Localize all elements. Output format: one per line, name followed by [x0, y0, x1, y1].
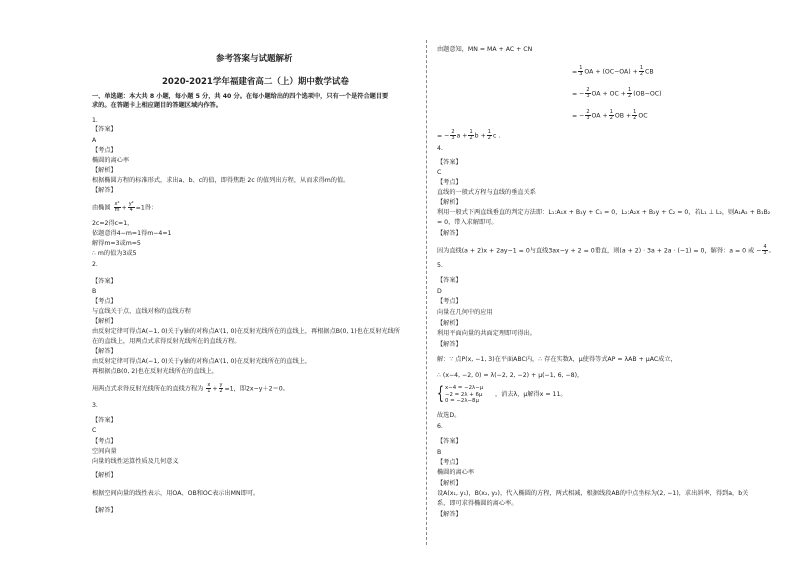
q3-derivation-line1: 由题意知，MN = MA + AC + CN: [437, 46, 533, 53]
fraction: $\frac{\text{y²}}{4}$: [128, 201, 134, 213]
equation-2: −2 = 2λ + 6μ: [445, 391, 483, 398]
q1-solution-line5: ∴ m的值为3或5: [92, 250, 137, 257]
q5-jiexi: 利用平面向量的共面定理即可得出。: [437, 330, 536, 337]
r5-text: a +: [456, 132, 468, 140]
q5-solution-line1: 解：∵ 点P(x, −1, 3)在平面ABC内，∴ 存在实数λ，μ使得等式AP = λAB + μAC成立，: [437, 356, 677, 363]
q3-derivation-line3: = − $\frac{2}{3}$ OA + OC + $\frac{1}{2}$ (OB−OC): [572, 87, 662, 99]
q1-l1-text: 由椭圆: [92, 204, 111, 212]
q5-system-result: ，消去λ，μ解得x = 11。: [495, 391, 567, 398]
equation-1: x−4 = −2λ−μ: [445, 385, 484, 391]
q1-l1b-text: =1得：: [135, 204, 158, 212]
q5-answer: D: [437, 288, 442, 295]
column-divider: [426, 40, 427, 545]
q1-jiexi: 根据椭圆方程的标准形式，求出a、b、c的值，即得焦距 2c 的值列出方程，从而求得m的值。: [92, 177, 350, 184]
q3-jieda-tag: 【解答】: [92, 507, 117, 514]
q3-derivation-line5: = − $\frac{2}{3}$ a + $\frac{1}{2}$ b + $\frac{1}{2}$ c .: [437, 129, 501, 141]
q4-number: 4.: [437, 145, 443, 152]
q1-solution-line2: 2c=2得c=1，: [92, 220, 134, 227]
fraction: $\frac{1}{2}$: [609, 109, 613, 121]
q1-jiexi-tag: 【解析】: [92, 167, 117, 174]
r5b-text: b +: [474, 132, 486, 140]
r4c-text: OC: [638, 112, 648, 120]
exam-title: 2020-2021学年福建省高二（上）期中数学试卷: [162, 77, 349, 87]
q6-jiexi-line2: 系，即可求得椭圆的离心率。: [437, 500, 518, 507]
fraction: $\frac{2}{3}$: [586, 109, 590, 121]
q4-kaodian: 直线的一般式方程与直线的垂直关系: [437, 189, 536, 196]
fraction: $\frac{4}{3}$: [763, 244, 767, 256]
q3-derivation-line2: = $\frac{1}{3}$ OA + (OC−OA) + $\frac{1}{2}$ CB: [572, 65, 654, 77]
q4-answer-tag: 【答案】: [437, 159, 462, 166]
q5-jieda-tag: 【解答】: [437, 341, 462, 348]
q2-kaodian-tag: 【考点】: [92, 298, 117, 305]
fraction: $\frac{x}{1}$: [207, 382, 211, 394]
q1-number: 1.: [92, 117, 98, 124]
document-title: 参考答案与试题解析: [216, 54, 293, 64]
q4-jiexi-tag: 【解析】: [437, 199, 462, 206]
section-heading-line2: 求的。在答题卡上相应题目的答题区域内作答。: [92, 102, 222, 109]
q3-kaodian-tag: 【考点】: [92, 438, 117, 445]
fraction: $\frac{1}{2}$: [628, 87, 632, 99]
q5-kaodian: 向量在几何中的应用: [437, 309, 493, 316]
q4-answer: C: [437, 169, 442, 176]
q3-answer-tag: 【答案】: [92, 417, 117, 424]
q6-answer: B: [437, 449, 442, 456]
q4-jiexi-line1: 利用一般式下两直线垂直的判定方法即：L₁:A₁x + B₁y + C₁ = 0，L₂:A₂x + B₂y + C₂ = 0，若L₁ ⊥ L₂，则A₁A₂ + B₁B₂: [437, 209, 771, 216]
fraction: $\frac{\text{x²}}{m}$: [114, 201, 120, 213]
fraction: $\frac{2}{3}$: [586, 87, 590, 99]
q5-kaodian-tag: 【考点】: [437, 298, 462, 305]
fraction: $\frac{1}{2}$: [639, 65, 644, 77]
q2-kaodian: 与直线关于点、直线对称的直线方程: [92, 308, 191, 315]
q2-solution-line3: 用两点式求得反射光线所在的直线方程为 $\frac{x}{1}$ + $\frac{y}{2}$ =1，即2x−y＋2＝0。: [92, 382, 289, 394]
q2-number: 2.: [92, 261, 98, 268]
r4-text: OA +: [591, 112, 608, 120]
left-brace: {: [437, 383, 444, 404]
q1-jieda-tag: 【解答】: [92, 187, 117, 194]
fraction: $\frac{2}{3}$: [451, 129, 455, 141]
q1-kaodian-tag: 【考点】: [92, 147, 117, 154]
q6-number: 6.: [437, 423, 443, 430]
fraction: $\frac{1}{2}$: [633, 109, 637, 121]
q1-solution-line1: 由椭圆 $\frac{\text{x²}}{m}$ + $\frac{\text{y²}}{4}$ =1得：: [92, 201, 158, 213]
q3-jiexi: 根据空间向量的线性表示，用OA、OB和OC表示出MN即可。: [92, 490, 260, 497]
q2-answer-tag: 【答案】: [92, 278, 117, 285]
q1-solution-line4: 解得m=3或m=5: [92, 240, 141, 247]
q2-d3-text: 用两点式求得反射光线所在的直线方程为: [92, 385, 204, 393]
q2-jieda-tag: 【解答】: [92, 348, 117, 355]
q6-jieda-tag: 【解答】: [437, 511, 462, 518]
fraction: $\frac{1}{2}$: [487, 129, 491, 141]
q4-jieda-b-text: 。: [768, 247, 775, 255]
q1-answer-tag: 【答案】: [92, 126, 117, 133]
q6-kaodian: 椭圆的离心率: [437, 469, 475, 476]
q4-kaodian-tag: 【考点】: [437, 179, 462, 186]
q4-jiexi-line2: = 0，带入求解即可。: [437, 219, 498, 226]
q2-d3b-text: =1，即2x−y＋2＝0。: [224, 385, 289, 393]
q3-jiexi-tag: 【解析】: [92, 472, 117, 479]
q5-answer-tag: 【答案】: [437, 277, 462, 284]
q5-solution-line2: ∴ (x−4, −2, 0) = λ(−2, 2, −2) + μ(−1, 6, −8)，: [437, 372, 584, 379]
section-heading-line1: 一、单选题：本大共 8 小题，每小题 5 分，共 40 分。在每小题给出的四个选项中，只有一个是符合题目要: [92, 93, 389, 100]
q4-solution: [437, 245, 775, 256]
r5c-text: c .: [492, 132, 501, 140]
q1-solution-line3: 依题意得4−m=1得m−4=1: [92, 230, 172, 237]
q5-jiexi-tag: 【解析】: [437, 320, 462, 327]
q3-kaodian-line2: 向量的线性运算性质及几何意义: [92, 458, 179, 465]
q4-jieda-text: 因为直线(a + 2)x + 2ay−1 = 0与直线3ax−y + 2 = 0垂直，则(a + 2) · 3a + 2a · (−1) = 0，解得：a = 0 或 −: [437, 247, 762, 255]
q3-kaodian-line1: 空间向量: [92, 448, 117, 455]
q2-solution-line2: 再根据点B(0, 2)也在反射光线所在的直线上，: [92, 368, 219, 375]
q3-number: 3.: [92, 402, 98, 409]
fraction: $\frac{y}{2}$: [219, 382, 223, 394]
q2-jiexi-line1: 由反射定律可得点A(−1, 0)关于y轴的对称点A′(1, 0)在反射光线所在的直线上，再根据点B(0, 1)也在反射光线所: [92, 328, 400, 335]
r3-text: OA + OC +: [591, 90, 626, 98]
q2-jiexi-line2: 在的直线上，用两点式求得反射光线所在的直线方程。: [92, 338, 241, 345]
r4b-text: OB +: [614, 112, 632, 120]
q6-kaodian-tag: 【考点】: [437, 459, 462, 466]
q1-answer: A: [92, 137, 97, 144]
r2-text: OA + (OC−OA) +: [584, 68, 638, 76]
q6-jiexi-line1: 设A(x₁, y₁)，B(x₂, y₂)，代入椭圆的方程，两式相减，根据线段AB的中点坐标为(2, −1)，求出斜率，得到a，b关: [437, 490, 749, 497]
q4-jieda-tag: 【解答】: [437, 230, 462, 237]
equation-3: 0 = −2λ−8μ: [445, 398, 479, 405]
q5-conclusion: 故选D。: [437, 412, 461, 419]
fraction: $\frac{1}{2}$: [469, 129, 473, 141]
q5-number: 5.: [437, 262, 443, 269]
q6-jiexi-tag: 【解析】: [437, 480, 462, 487]
fraction: $\frac{1}{3}$: [579, 65, 583, 77]
q2-answer: B: [92, 288, 97, 295]
r3b-text: (OB−OC): [633, 90, 662, 98]
q6-answer-tag: 【答案】: [437, 438, 462, 445]
equation-system: [445, 385, 483, 405]
q3-answer: C: [92, 427, 97, 434]
q2-jiexi-tag: 【解析】: [92, 318, 117, 325]
q3-derivation-line4: = − $\frac{2}{3}$ OA + $\frac{1}{2}$ OB + $\frac{1}{2}$ OC: [572, 109, 648, 121]
r2b-text: CB: [645, 68, 654, 76]
q1-kaodian: 椭圆的离心率: [92, 157, 130, 164]
q2-solution-line1: 由反射定律可得点A(−1, 0)关于y轴的对称点A′(1, 0)在反射光线所在的直线上，: [92, 358, 312, 365]
